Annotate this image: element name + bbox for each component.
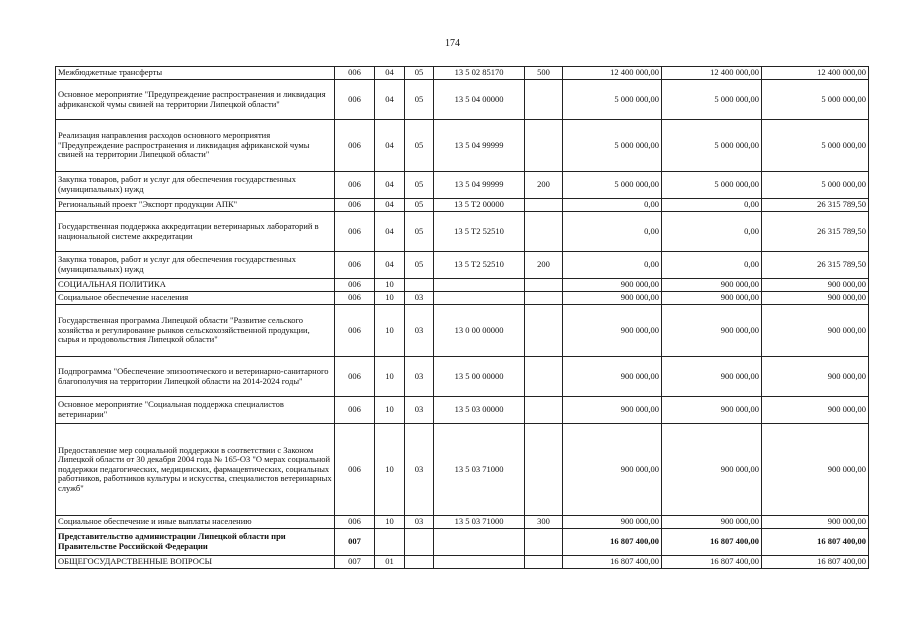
row-name-cell: Региональный проект "Экспорт продукции АПК" — [56, 199, 335, 212]
amount-year3-cell: 16 807 400,00 — [762, 529, 869, 556]
subsection-code-cell — [405, 529, 434, 556]
amount-year1-cell: 900 000,00 — [563, 279, 662, 292]
table-row — [56, 529, 869, 556]
row-name-cell: Основное мероприятие "Предупреждение распространения и ликвидация африканской чумы свиней на территории Липецкой области" — [56, 80, 335, 120]
ministry-code-cell: 006 — [335, 212, 375, 252]
amount-year2-cell: 900 000,00 — [662, 397, 762, 424]
table-body — [56, 67, 869, 569]
amount-year2-cell: 900 000,00 — [662, 279, 762, 292]
target-article-cell: 13 5 T2 52510 — [434, 212, 525, 252]
table-row — [56, 212, 869, 252]
expense-type-cell — [525, 424, 563, 516]
section-code-cell: 04 — [375, 172, 405, 199]
expense-type-cell — [525, 212, 563, 252]
expense-type-cell — [525, 292, 563, 305]
amount-year2-cell: 900 000,00 — [662, 516, 762, 529]
ministry-code-cell: 006 — [335, 252, 375, 279]
amount-year2-cell: 0,00 — [662, 212, 762, 252]
amount-year3-cell: 900 000,00 — [762, 397, 869, 424]
ministry-code-cell: 006 — [335, 199, 375, 212]
amount-year1-cell: 16 807 400,00 — [563, 556, 662, 569]
section-code-cell: 10 — [375, 279, 405, 292]
ministry-code-cell: 006 — [335, 80, 375, 120]
subsection-code-cell: 03 — [405, 305, 434, 357]
amount-year3-cell: 26 315 789,50 — [762, 212, 869, 252]
amount-year3-cell: 900 000,00 — [762, 357, 869, 397]
amount-year1-cell: 16 807 400,00 — [563, 529, 662, 556]
amount-year1-cell: 900 000,00 — [563, 357, 662, 397]
row-name-cell: Социальное обеспечение и иные выплаты населению — [56, 516, 335, 529]
expense-type-cell — [525, 397, 563, 424]
amount-year3-cell: 900 000,00 — [762, 516, 869, 529]
ministry-code-cell: 007 — [335, 529, 375, 556]
ministry-code-cell: 006 — [335, 516, 375, 529]
row-name-cell: Закупка товаров, работ и услуг для обеспечения государственных (муниципальных) нужд — [56, 172, 335, 199]
section-code-cell: 04 — [375, 80, 405, 120]
subsection-code-cell: 05 — [405, 67, 434, 80]
amount-year3-cell: 16 807 400,00 — [762, 556, 869, 569]
expense-type-cell: 200 — [525, 172, 563, 199]
amount-year2-cell: 16 807 400,00 — [662, 529, 762, 556]
table-row — [56, 305, 869, 357]
amount-year3-cell: 900 000,00 — [762, 279, 869, 292]
target-article-cell: 13 5 02 85170 — [434, 67, 525, 80]
amount-year2-cell: 0,00 — [662, 199, 762, 212]
amount-year3-cell: 5 000 000,00 — [762, 120, 869, 172]
table-row — [56, 424, 869, 516]
table-row — [56, 516, 869, 529]
target-article-cell — [434, 529, 525, 556]
subsection-code-cell: 03 — [405, 516, 434, 529]
target-article-cell — [434, 279, 525, 292]
subsection-code-cell: 05 — [405, 199, 434, 212]
subsection-code-cell: 05 — [405, 252, 434, 279]
expense-type-cell — [525, 120, 563, 172]
amount-year3-cell: 5 000 000,00 — [762, 172, 869, 199]
ministry-code-cell: 006 — [335, 67, 375, 80]
budget-table — [55, 66, 869, 569]
row-name-cell: Закупка товаров, работ и услуг для обеспечения государственных (муниципальных) нужд — [56, 252, 335, 279]
amount-year3-cell: 5 000 000,00 — [762, 80, 869, 120]
amount-year3-cell: 900 000,00 — [762, 305, 869, 357]
row-name-cell: Основное мероприятие "Социальная поддержка специалистов ветеринарии" — [56, 397, 335, 424]
amount-year2-cell: 12 400 000,00 — [662, 67, 762, 80]
subsection-code-cell: 03 — [405, 424, 434, 516]
amount-year1-cell: 900 000,00 — [563, 397, 662, 424]
amount-year2-cell: 900 000,00 — [662, 292, 762, 305]
target-article-cell: 13 5 00 00000 — [434, 357, 525, 397]
target-article-cell: 13 5 04 99999 — [434, 172, 525, 199]
target-article-cell: 13 0 00 00000 — [434, 305, 525, 357]
amount-year3-cell: 900 000,00 — [762, 292, 869, 305]
target-article-cell: 13 5 T2 00000 — [434, 199, 525, 212]
section-code-cell: 04 — [375, 67, 405, 80]
row-name-cell: СОЦИАЛЬНАЯ ПОЛИТИКА — [56, 279, 335, 292]
row-name-cell: Реализация направления расходов основного мероприятия "Предупреждение распространения и ликвидация африканской чумы свиней на территории Липецкой области" — [56, 120, 335, 172]
expense-type-cell — [525, 357, 563, 397]
amount-year2-cell: 900 000,00 — [662, 305, 762, 357]
row-name-cell: Подпрограмма "Обеспечение эпизоотического и ветеринарно-санитарного благополучия на территории Липецкой области на 2014-2024 годы" — [56, 357, 335, 397]
target-article-cell — [434, 556, 525, 569]
section-code-cell: 04 — [375, 252, 405, 279]
table-row — [56, 397, 869, 424]
amount-year2-cell: 5 000 000,00 — [662, 172, 762, 199]
ministry-code-cell: 006 — [335, 292, 375, 305]
table-row — [56, 67, 869, 80]
section-code-cell: 10 — [375, 305, 405, 357]
section-code-cell — [375, 529, 405, 556]
amount-year1-cell: 5 000 000,00 — [563, 120, 662, 172]
amount-year1-cell: 0,00 — [563, 252, 662, 279]
section-code-cell: 04 — [375, 120, 405, 172]
subsection-code-cell: 03 — [405, 357, 434, 397]
section-code-cell: 01 — [375, 556, 405, 569]
amount-year1-cell: 900 000,00 — [563, 305, 662, 357]
section-code-cell: 10 — [375, 357, 405, 397]
subsection-code-cell — [405, 279, 434, 292]
row-name-cell: Социальное обеспечение населения — [56, 292, 335, 305]
section-code-cell: 10 — [375, 424, 405, 516]
expense-type-cell — [525, 279, 563, 292]
expense-type-cell — [525, 556, 563, 569]
subsection-code-cell: 05 — [405, 212, 434, 252]
row-name-cell: Предоставление мер социальной поддержки в соответствии с Законом Липецкой области от 30 декабря 2004 года № 165-ОЗ "О мерах социальной поддержки педагогических, медицинских, фармацевтических, социальных работников, работников культуры и искусства, специалистов ветеринарных служб" — [56, 424, 335, 516]
ministry-code-cell: 006 — [335, 357, 375, 397]
section-code-cell: 10 — [375, 397, 405, 424]
target-article-cell: 13 5 T2 52510 — [434, 252, 525, 279]
expense-type-cell: 200 — [525, 252, 563, 279]
page-number: 174 — [445, 38, 460, 49]
section-code-cell: 10 — [375, 292, 405, 305]
subsection-code-cell: 05 — [405, 80, 434, 120]
table-row — [56, 292, 869, 305]
subsection-code-cell: 05 — [405, 172, 434, 199]
target-article-cell: 13 5 03 71000 — [434, 424, 525, 516]
table-row — [56, 357, 869, 397]
section-code-cell: 04 — [375, 212, 405, 252]
ministry-code-cell: 006 — [335, 279, 375, 292]
ministry-code-cell: 007 — [335, 556, 375, 569]
amount-year1-cell: 12 400 000,00 — [563, 67, 662, 80]
amount-year2-cell: 0,00 — [662, 252, 762, 279]
ministry-code-cell: 006 — [335, 305, 375, 357]
target-article-cell — [434, 292, 525, 305]
target-article-cell: 13 5 04 00000 — [434, 80, 525, 120]
table-row — [56, 80, 869, 120]
expense-type-cell — [525, 80, 563, 120]
expense-type-cell — [525, 305, 563, 357]
amount-year1-cell: 5 000 000,00 — [563, 172, 662, 199]
amount-year2-cell: 5 000 000,00 — [662, 80, 762, 120]
subsection-code-cell: 05 — [405, 120, 434, 172]
amount-year2-cell: 900 000,00 — [662, 424, 762, 516]
table-row — [56, 556, 869, 569]
table-row — [56, 252, 869, 279]
ministry-code-cell: 006 — [335, 424, 375, 516]
section-code-cell: 10 — [375, 516, 405, 529]
target-article-cell: 13 5 04 99999 — [434, 120, 525, 172]
amount-year1-cell: 900 000,00 — [563, 516, 662, 529]
expense-type-cell — [525, 529, 563, 556]
subsection-code-cell — [405, 556, 434, 569]
ministry-code-cell: 006 — [335, 120, 375, 172]
subsection-code-cell: 03 — [405, 292, 434, 305]
subsection-code-cell: 03 — [405, 397, 434, 424]
amount-year3-cell: 900 000,00 — [762, 424, 869, 516]
amount-year2-cell: 900 000,00 — [662, 357, 762, 397]
row-name-cell: Государственная поддержка аккредитации ветеринарных лабораторий в национальной системе аккредитации — [56, 212, 335, 252]
expense-type-cell: 300 — [525, 516, 563, 529]
target-article-cell: 13 5 03 00000 — [434, 397, 525, 424]
ministry-code-cell: 006 — [335, 397, 375, 424]
amount-year2-cell: 5 000 000,00 — [662, 120, 762, 172]
row-name-cell: Государственная программа Липецкой области "Развитие сельского хозяйства и регулирование рынков сельскохозяйственной продукции, сырья и продовольствия Липецкой области" — [56, 305, 335, 357]
expense-type-cell — [525, 199, 563, 212]
amount-year1-cell: 5 000 000,00 — [563, 80, 662, 120]
amount-year3-cell: 26 315 789,50 — [762, 199, 869, 212]
row-name-cell: Межбюджетные трансферты — [56, 67, 335, 80]
amount-year1-cell: 900 000,00 — [563, 424, 662, 516]
amount-year1-cell: 0,00 — [563, 212, 662, 252]
amount-year3-cell: 12 400 000,00 — [762, 67, 869, 80]
table-row — [56, 172, 869, 199]
amount-year3-cell: 26 315 789,50 — [762, 252, 869, 279]
table-row — [56, 279, 869, 292]
row-name-cell: ОБЩЕГОСУДАРСТВЕННЫЕ ВОПРОСЫ — [56, 556, 335, 569]
expense-type-cell: 500 — [525, 67, 563, 80]
amount-year1-cell: 900 000,00 — [563, 292, 662, 305]
row-name-cell: Представительство администрации Липецкой области при Правительстве Российской Федерации — [56, 529, 335, 556]
table-row — [56, 199, 869, 212]
target-article-cell: 13 5 03 71000 — [434, 516, 525, 529]
amount-year1-cell: 0,00 — [563, 199, 662, 212]
section-code-cell: 04 — [375, 199, 405, 212]
amount-year2-cell: 16 807 400,00 — [662, 556, 762, 569]
table-row — [56, 120, 869, 172]
ministry-code-cell: 006 — [335, 172, 375, 199]
